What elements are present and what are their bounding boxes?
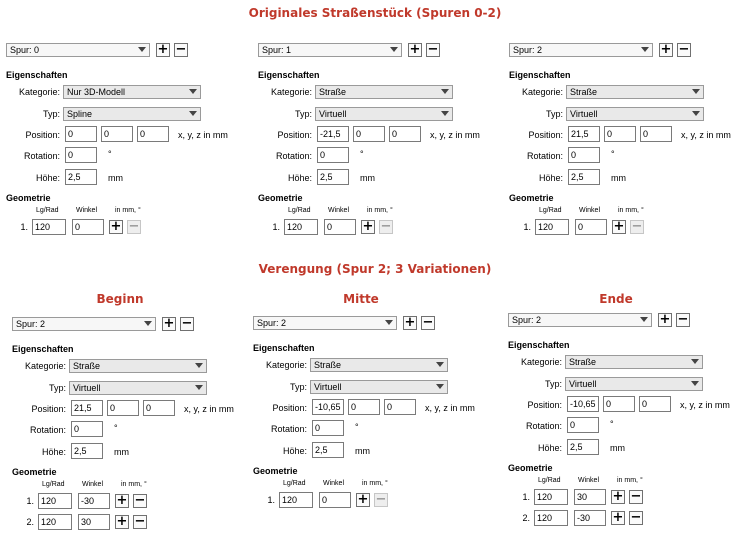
kategorie-label: Kategorie:	[24, 361, 66, 371]
position-x-input[interactable]: -21,5	[317, 126, 349, 142]
chevron-down-icon	[189, 89, 197, 94]
chevron-down-icon	[691, 359, 699, 364]
winkel-column-label: Winkel	[76, 207, 98, 214]
winkel-input[interactable]: 0	[575, 219, 607, 235]
rotation-input[interactable]: 0	[71, 421, 103, 437]
rotation-input[interactable]: 0	[567, 417, 599, 433]
spur-panel	[253, 316, 493, 516]
add-geometry-button[interactable]: +	[612, 510, 624, 525]
rotation-unit: °	[108, 149, 112, 159]
spur-select[interactable]	[508, 313, 652, 327]
typ-value: Virtuell	[570, 109, 598, 119]
position-y-input[interactable]: 0	[603, 396, 635, 412]
remove-geometry-button[interactable]: −	[630, 489, 642, 504]
geometrie-heading: Geometrie	[12, 467, 57, 477]
lgrad-input[interactable]: 120	[534, 510, 568, 526]
hoehe-unit: mm	[611, 173, 626, 183]
lgrad-input[interactable]: 120	[279, 492, 313, 508]
chevron-down-icon	[144, 321, 152, 326]
typ-label: Typ:	[42, 109, 60, 119]
variation-title: Ende	[599, 292, 633, 306]
typ-select[interactable]	[63, 107, 201, 121]
chevron-down-icon	[390, 47, 398, 52]
position-z-input[interactable]: 0	[640, 126, 672, 142]
spur-select[interactable]	[6, 43, 150, 57]
remove-geometry-button[interactable]: −	[134, 493, 146, 508]
chevron-down-icon	[692, 111, 700, 116]
add-spur-button[interactable]: +	[157, 42, 169, 57]
winkel-input[interactable]: 0	[324, 219, 356, 235]
hoehe-input[interactable]: 2,5	[312, 442, 344, 458]
hoehe-input[interactable]: 2,5	[71, 443, 103, 459]
position-unit: x, y, z in mm	[680, 400, 730, 410]
position-label: Position:	[528, 130, 563, 140]
rotation-label: Rotation:	[526, 151, 563, 161]
position-y-input[interactable]: 0	[107, 400, 139, 416]
remove-spur-button[interactable]: −	[181, 316, 193, 331]
chevron-down-icon	[441, 89, 449, 94]
typ-value: Virtuell	[569, 379, 597, 389]
lgrad-column-label: Lg/Rad	[538, 477, 561, 484]
kategorie-select[interactable]	[69, 359, 207, 373]
lgrad-input[interactable]: 120	[284, 219, 318, 235]
geometry-row-number: 1.	[272, 222, 280, 232]
chevron-down-icon	[195, 385, 203, 390]
add-geometry-button[interactable]: +	[110, 219, 122, 234]
geometry-row-number: 1.	[20, 222, 28, 232]
kategorie-select[interactable]	[566, 85, 704, 99]
spur-select[interactable]	[258, 43, 402, 57]
kategorie-select[interactable]	[565, 355, 703, 369]
typ-select[interactable]	[566, 107, 704, 121]
chevron-down-icon	[692, 89, 700, 94]
add-geometry-button[interactable]: +	[612, 489, 624, 504]
position-label: Position:	[31, 404, 66, 414]
geometry-row-number: 1.	[523, 222, 531, 232]
position-z-input[interactable]: 0	[137, 126, 169, 142]
rotation-input[interactable]: 0	[312, 420, 344, 436]
geometry-row-number: 2.	[522, 513, 530, 523]
lgrad-column-label: Lg/Rad	[42, 481, 65, 488]
rotation-unit: °	[360, 149, 364, 159]
spur-panel	[6, 43, 246, 243]
winkel-input[interactable]: -30	[574, 510, 606, 526]
spur-select[interactable]	[12, 317, 156, 331]
chevron-down-icon	[691, 381, 699, 386]
kategorie-label: Kategorie:	[521, 87, 563, 97]
rotation-label: Rotation:	[275, 151, 312, 161]
chevron-down-icon	[385, 320, 393, 325]
eigenschaften-heading: Eigenschaften	[258, 70, 320, 80]
lgrad-input[interactable]: 120	[38, 493, 72, 509]
add-spur-button[interactable]: +	[409, 42, 421, 57]
winkel-column-label: Winkel	[323, 480, 345, 487]
typ-value: Spline	[67, 109, 93, 119]
add-geometry-button[interactable]: +	[613, 219, 625, 234]
hoehe-label: Höhe:	[41, 447, 66, 457]
typ-select[interactable]	[565, 377, 703, 391]
add-geometry-button[interactable]: +	[362, 219, 374, 234]
spur-panel	[258, 43, 498, 243]
kategorie-value: Straße	[569, 357, 597, 367]
hoehe-label: Höhe:	[287, 173, 312, 183]
remove-spur-button[interactable]: −	[677, 312, 689, 327]
typ-select[interactable]	[69, 381, 207, 395]
typ-value: Virtuell	[319, 109, 347, 119]
geometrie-heading: Geometrie	[508, 463, 553, 473]
chevron-down-icon	[436, 384, 444, 389]
position-label: Position:	[25, 130, 60, 140]
remove-spur-button[interactable]: −	[422, 315, 434, 330]
eigenschaften-heading: Eigenschaften	[508, 340, 570, 350]
hoehe-unit: mm	[355, 446, 370, 456]
spur-select-value: Spur: 2	[512, 315, 542, 325]
kategorie-label: Kategorie:	[520, 357, 562, 367]
hoehe-input[interactable]: 2,5	[568, 169, 600, 185]
position-unit: x, y, z in mm	[184, 404, 234, 414]
position-y-input[interactable]: 0	[348, 399, 380, 415]
typ-label: Typ:	[545, 109, 563, 119]
position-label: Position:	[277, 130, 312, 140]
rotation-input[interactable]: 0	[568, 147, 600, 163]
remove-geometry-button[interactable]: −	[128, 219, 140, 234]
variation-title: Beginn	[96, 292, 144, 306]
position-x-input[interactable]: 0	[65, 126, 97, 142]
kategorie-value: Straße	[319, 87, 347, 97]
winkel-input[interactable]: 30	[78, 514, 110, 530]
kategorie-label: Kategorie:	[270, 87, 312, 97]
kategorie-label: Kategorie:	[18, 87, 60, 97]
position-y-input[interactable]: 0	[353, 126, 385, 142]
add-geometry-button[interactable]: +	[116, 493, 128, 508]
kategorie-select[interactable]	[315, 85, 453, 99]
position-x-input[interactable]: -10,65	[312, 399, 344, 415]
kategorie-value: Straße	[314, 360, 342, 370]
position-z-input[interactable]: 0	[389, 126, 421, 142]
geometrie-heading: Geometrie	[258, 193, 303, 203]
typ-label: Typ:	[544, 379, 562, 389]
remove-spur-button[interactable]: −	[427, 42, 439, 57]
lgrad-column-label: Lg/Rad	[36, 207, 59, 214]
winkel-column-label: Winkel	[579, 207, 601, 214]
hoehe-label: Höhe:	[282, 446, 307, 456]
chevron-down-icon	[138, 47, 146, 52]
kategorie-value: Straße	[73, 361, 101, 371]
rotation-label: Rotation:	[525, 421, 562, 431]
position-unit: x, y, z in mm	[430, 130, 480, 140]
eigenschaften-heading: Eigenschaften	[509, 70, 571, 80]
chevron-down-icon	[195, 363, 203, 368]
position-unit: x, y, z in mm	[178, 130, 228, 140]
position-x-input[interactable]: -10,65	[567, 396, 599, 412]
position-y-input[interactable]: 0	[101, 126, 133, 142]
eigenschaften-heading: Eigenschaften	[253, 343, 315, 353]
winkel-column-label: Winkel	[578, 477, 600, 484]
geometry-row-number: 1.	[522, 492, 530, 502]
geometry-row-number: 1.	[26, 496, 34, 506]
add-spur-button[interactable]: +	[404, 315, 416, 330]
position-unit: x, y, z in mm	[681, 130, 731, 140]
geometry-row-number: 1.	[267, 495, 275, 505]
rotation-unit: °	[611, 149, 615, 159]
lgrad-input[interactable]: 120	[32, 219, 66, 235]
typ-value: Virtuell	[73, 383, 101, 393]
hoehe-input[interactable]: 2,5	[317, 169, 349, 185]
rotation-label: Rotation:	[29, 425, 66, 435]
section-title-original: Originales Straßenstück (Spuren 0-2)	[248, 6, 502, 20]
winkel-input[interactable]: 30	[574, 489, 606, 505]
hoehe-input[interactable]: 2,5	[567, 439, 599, 455]
chevron-down-icon	[640, 317, 648, 322]
remove-spur-button[interactable]: −	[175, 42, 187, 57]
winkel-input[interactable]: -30	[78, 493, 110, 509]
spur-select-value: Spur: 2	[513, 45, 543, 55]
position-label: Position:	[272, 403, 307, 413]
unit-column-label: in mm, °	[115, 207, 141, 214]
remove-geometry-button[interactable]: −	[631, 219, 643, 234]
winkel-column-label: Winkel	[82, 481, 104, 488]
rotation-unit: °	[114, 423, 118, 433]
spur-select[interactable]	[509, 43, 653, 57]
lgrad-input[interactable]: 120	[534, 489, 568, 505]
section-title-verengung: Verengung (Spur 2; 3 Variationen)	[258, 262, 492, 276]
hoehe-unit: mm	[114, 447, 129, 457]
unit-column-label: in mm, °	[362, 480, 388, 487]
position-z-input[interactable]: 0	[143, 400, 175, 416]
hoehe-input[interactable]: 2,5	[65, 169, 97, 185]
kategorie-select[interactable]	[310, 358, 448, 372]
hoehe-label: Höhe:	[538, 173, 563, 183]
chevron-down-icon	[436, 362, 444, 367]
typ-select[interactable]	[315, 107, 453, 121]
eigenschaften-heading: Eigenschaften	[6, 70, 68, 80]
hoehe-unit: mm	[610, 443, 625, 453]
add-spur-button[interactable]: +	[659, 312, 671, 327]
add-spur-button[interactable]: +	[660, 42, 672, 57]
geometrie-heading: Geometrie	[6, 193, 51, 203]
eigenschaften-heading: Eigenschaften	[12, 344, 74, 354]
winkel-input[interactable]: 0	[319, 492, 351, 508]
remove-geometry-button[interactable]: −	[380, 219, 392, 234]
spur-panel	[12, 316, 252, 529]
typ-label: Typ:	[48, 383, 66, 393]
position-y-input[interactable]: 0	[604, 126, 636, 142]
lgrad-column-label: Lg/Rad	[283, 480, 306, 487]
lgrad-column-label: Lg/Rad	[288, 207, 311, 214]
hoehe-label: Höhe:	[537, 443, 562, 453]
rotation-label: Rotation:	[270, 424, 307, 434]
typ-label: Typ:	[289, 382, 307, 392]
spur-panel	[508, 312, 748, 525]
chevron-down-icon	[441, 111, 449, 116]
hoehe-unit: mm	[108, 173, 123, 183]
spur-select-value: Spur: 0	[10, 45, 40, 55]
kategorie-value: Straße	[570, 87, 598, 97]
lgrad-input[interactable]: 120	[535, 219, 569, 235]
unit-column-label: in mm, °	[121, 481, 147, 488]
rotation-input[interactable]: 0	[317, 147, 349, 163]
geometry-row-number: 2.	[26, 517, 34, 527]
chevron-down-icon	[189, 111, 197, 116]
position-x-input[interactable]: 21,5	[568, 126, 600, 142]
variation-title: Mitte	[343, 292, 379, 306]
rotation-label: Rotation:	[23, 151, 60, 161]
spur-select-value: Spur: 2	[16, 319, 46, 329]
remove-geometry-button[interactable]: −	[134, 514, 146, 529]
position-label: Position:	[527, 400, 562, 410]
lgrad-input[interactable]: 120	[38, 514, 72, 530]
unit-column-label: in mm, °	[617, 477, 643, 484]
position-unit: x, y, z in mm	[425, 403, 475, 413]
spur-select[interactable]	[253, 316, 397, 330]
rotation-unit: °	[610, 419, 614, 429]
typ-value: Virtuell	[314, 382, 342, 392]
lgrad-column-label: Lg/Rad	[539, 207, 562, 214]
kategorie-select[interactable]	[63, 85, 201, 99]
unit-column-label: in mm, °	[618, 207, 644, 214]
typ-select[interactable]	[310, 380, 448, 394]
hoehe-label: Höhe:	[35, 173, 60, 183]
geometrie-heading: Geometrie	[253, 466, 298, 476]
winkel-column-label: Winkel	[328, 207, 350, 214]
winkel-input[interactable]: 0	[72, 219, 104, 235]
remove-spur-button[interactable]: −	[678, 42, 690, 57]
position-z-input[interactable]: 0	[639, 396, 671, 412]
add-geometry-button[interactable]: +	[357, 492, 369, 507]
spur-select-value: Spur: 1	[262, 45, 292, 55]
rotation-unit: °	[355, 422, 359, 432]
spur-select-value: Spur: 2	[257, 318, 287, 328]
spur-panel	[509, 43, 749, 243]
position-x-input[interactable]: 21,5	[71, 400, 103, 416]
unit-column-label: in mm, °	[367, 207, 393, 214]
remove-geometry-button[interactable]: −	[375, 492, 387, 507]
kategorie-label: Kategorie:	[265, 360, 307, 370]
kategorie-value: Nur 3D-Modell	[67, 87, 126, 97]
add-geometry-button[interactable]: +	[116, 514, 128, 529]
add-spur-button[interactable]: +	[163, 316, 175, 331]
remove-geometry-button[interactable]: −	[630, 510, 642, 525]
geometrie-heading: Geometrie	[509, 193, 554, 203]
rotation-input[interactable]: 0	[65, 147, 97, 163]
hoehe-unit: mm	[360, 173, 375, 183]
chevron-down-icon	[641, 47, 649, 52]
position-z-input[interactable]: 0	[384, 399, 416, 415]
typ-label: Typ:	[294, 109, 312, 119]
